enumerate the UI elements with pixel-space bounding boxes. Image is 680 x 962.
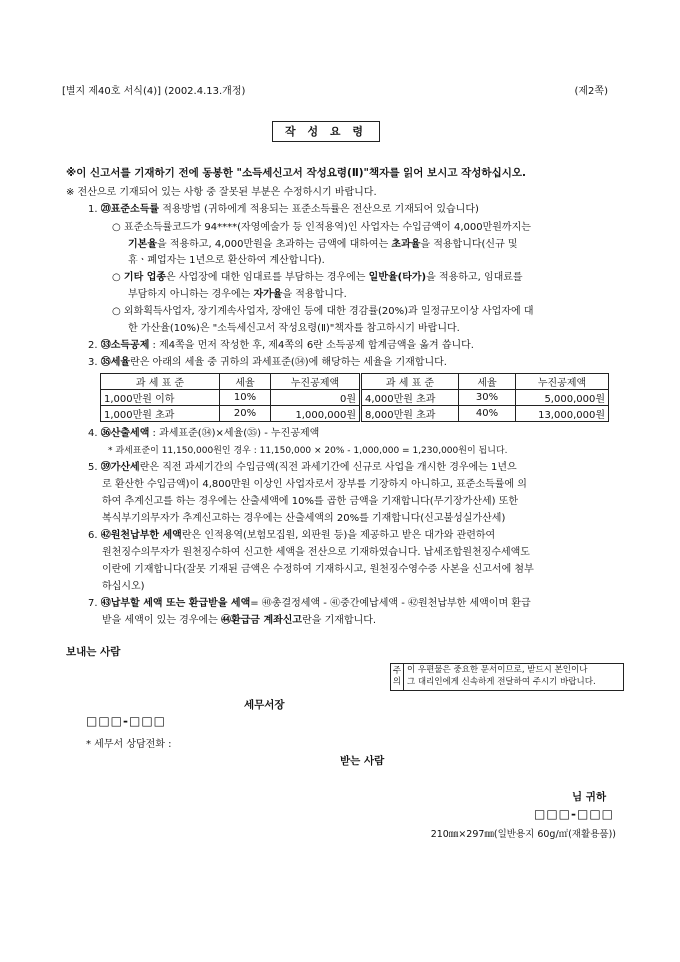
page-number: (제2쪽) (574, 86, 608, 97)
tax-office-phone: * 세무서 상담전화 : (86, 739, 172, 750)
item-6-line-2: 원천징수의무자가 원천징수하여 신고한 세액을 전산으로 기재하였습니다. 납세조합원천징수세액도 (102, 547, 530, 558)
item-4-example: * 과세표준이 11,150,000원인 경우 : 11,150,000 × 20% - 1,000,000 = 1,230,000원이 됩니다. (108, 446, 508, 456)
notice-mark-char: 의 (392, 677, 402, 687)
item-text: : 제4쪽을 먼저 작성한 후, 제4쪽의 6란 소득공제 합계금액을 옮겨 씁니다. (149, 340, 474, 351)
item-1-bullet-1-line-3: 휴ㆍ폐업자는 1년으로 환산하여 계산합니다). (128, 255, 325, 266)
item-text: 을 적용하고, 4,000만원을 초과하는 금액에 대하여는 (156, 239, 392, 250)
item-number: 2. (88, 340, 98, 351)
sender-postal-code: □□□-□□□ (86, 714, 167, 728)
table-cell: 4,000만원 초과 (361, 390, 459, 406)
item-text: 란을 기재합니다. (302, 615, 377, 626)
item-keyword: ㉟세율 (100, 357, 131, 368)
bullet-mark: ○ (112, 272, 124, 283)
notice-mark-char: 주 (392, 666, 402, 676)
item-1-bullet-3-line-2: 한 가산율(10%)은 "소득세신고서 작성요령(Ⅱ)"책자를 참고하시기 바랍니다. (128, 323, 460, 334)
item-text: 을 적용하고, 임대료를 (426, 272, 523, 283)
item-text: 부담하지 아니하는 경우에는 (128, 289, 254, 300)
item-number: 5. (88, 462, 98, 473)
item-1-bullet-3-line-1: ○ 외화획득사업자, 장기계속사업자, 장애인 등에 대한 경감률(20%)과 일정규모이상 사업자에 대 (112, 306, 534, 317)
notice-text (404, 664, 623, 690)
item-3 (88, 356, 447, 370)
table-header: 세율 (220, 374, 271, 390)
page-title: 작 성 요 령 (272, 121, 380, 142)
keyword-basic-rate: 기본율 (128, 239, 157, 250)
item-7-line-2 (102, 614, 376, 628)
table-header-row (101, 374, 609, 390)
item-1-bullet-2-line-2 (128, 288, 347, 302)
table-cell: 13,000,000원 (516, 406, 609, 422)
item-text: 란은 직전 과세기간의 수입금액(직전 과세기간에 신규로 사업을 개시한 경우에는 1년으 (139, 462, 517, 473)
item-text: 은 사업장에 대한 임대료를 부담하는 경우에는 (166, 272, 369, 283)
table-cell: 30% (459, 390, 516, 406)
item-number: 7. (88, 598, 98, 609)
table-header: 세율 (459, 374, 516, 390)
form-reference: [별지 제40호 서식(4)] (2002.4.13.개정) (62, 86, 246, 97)
notice-mark (391, 664, 404, 690)
item-text: : 과세표준(㉞)×세율(㉟) - 누진공제액 (149, 428, 320, 439)
receiver-label: 받는 사람 (340, 755, 385, 767)
keyword-refund-account: ㊹환급금 계좌신고 (220, 615, 303, 626)
item-keyword: ㊴가산세 (100, 462, 140, 473)
item-5-line-2: 로 환산한 수입금액)이 4,800만원 이상인 사업자로서 장부를 기장하지 아니하고, 표준소득률에 의 (102, 479, 527, 490)
table-header: 과 세 표 준 (101, 374, 220, 390)
tax-office-head: 세무서장 (244, 699, 285, 711)
intro-notice-2: ※ 전산으로 기재되어 있는 사항 중 잘못된 부분은 수정하시기 바랍니다. (66, 187, 377, 198)
item-number: 6. (88, 530, 98, 541)
notice-line: 그 대리인에게 신속하게 전달하여 주시기 바랍니다. (407, 676, 596, 687)
table-cell: 10% (220, 390, 271, 406)
intro-notice-1: ※이 신고서를 기재하기 전에 동봉한 "소득세신고서 작성요령(Ⅱ)"책자를 읽어 보시고 작성하십시오. (66, 167, 526, 179)
item-number: 4. (88, 428, 98, 439)
sender-label: 보내는 사람 (66, 646, 121, 658)
item-text: 을 적용합니다. (282, 289, 347, 300)
table-cell: 5,000,000원 (516, 390, 609, 406)
tax-rate-table (100, 373, 609, 422)
item-1-bullet-1-line-2 (128, 238, 518, 252)
table-row (101, 406, 609, 422)
item-text: 란은 아래의 세율 중 귀하의 과세표준(㉞)에 해당하는 세율을 기재합니다. (130, 357, 447, 368)
item-6-line-3: 이란에 기재합니다(잘못 기재된 금액은 수정하여 기재하시고, 원천징수영수증 사본을 신고서에 첨부 (102, 564, 534, 575)
addressee-honorific: 님 귀하 (572, 791, 607, 803)
mail-notice-box (390, 663, 624, 691)
item-5-line-1 (88, 461, 517, 475)
table-cell: 1,000만원 이하 (101, 390, 220, 406)
item-1-bullet-1-line-1: ○ 표준소득률코드가 94****(자영예술가 등 인적용역)인 사업자는 수입금액이 4,000만원까지는 (112, 222, 531, 233)
item-number: 3. (88, 357, 98, 368)
keyword-excess-rate: 초과율 (391, 239, 421, 250)
item-text: = ㊵총결정세액 - ㊶중간예납세액 - ㊷원천납부한 세액이며 환급 (250, 598, 531, 609)
item-4 (88, 427, 319, 441)
keyword-other-business: 기타 업종 (123, 272, 167, 283)
item-6-line-1 (88, 529, 495, 543)
item-keyword: ㊷원천납부한 세액 (100, 530, 182, 541)
item-text: 받을 세액이 있는 경우에는 (102, 615, 221, 626)
table-cell: 20% (220, 406, 271, 422)
item-keyword: ㊸납부할 세액 또는 환급받을 세액 (100, 598, 251, 609)
table-cell: 8,000만원 초과 (361, 406, 459, 422)
item-2 (88, 339, 474, 353)
receiver-postal-code: □□□-□□□ (534, 807, 615, 821)
table-cell: 40% (459, 406, 516, 422)
keyword-own-rate: 자가율 (253, 289, 283, 300)
item-keyword: ⑳표준소득률 (100, 204, 160, 215)
table-header: 누진공제액 (271, 374, 361, 390)
item-1-heading (88, 203, 479, 217)
item-text: 적용방법 (귀하에게 적용되는 표준소득률은 전산으로 기재되어 있습니다) (159, 204, 479, 215)
item-keyword: ㉝소득공제 (100, 340, 150, 351)
item-number: 1. (88, 204, 98, 215)
keyword-general-rate: 일반율(타가) (368, 272, 427, 283)
item-text: 을 적용합니다(신규 및 (420, 239, 518, 250)
table-row (101, 390, 609, 406)
item-keyword: ㊱산출세액 (100, 428, 150, 439)
item-text: 란은 인적용역(보험모집원, 외판원 등)을 제공하고 받은 대가와 관련하여 (181, 530, 496, 541)
item-5-line-4: 복식부기의무자가 추계신고하는 경우에는 산출세액의 20%를 기재합니다(신고불성실가산세) (102, 513, 506, 524)
item-6-line-4: 하십시오) (102, 581, 145, 592)
paper-spec: 210㎜×297㎜(일반용지 60g/㎡(재활용품)) (430, 829, 616, 840)
table-header: 과 세 표 준 (361, 374, 459, 390)
table-cell: 1,000만원 초과 (101, 406, 220, 422)
table-cell: 0원 (271, 390, 361, 406)
item-1-bullet-2-line-1 (112, 271, 523, 285)
item-7-line-1 (88, 597, 531, 611)
table-cell: 1,000,000원 (271, 406, 361, 422)
notice-line: 이 우편물은 중요한 문서이므로, 받드시 본인이나 (407, 665, 588, 675)
table-header: 누진공제액 (516, 374, 609, 390)
item-5-line-3: 하여 추계신고를 하는 경우에는 산출세액에 10%를 곱한 금액을 기재합니다(무기장가산세) 또한 (102, 496, 519, 507)
